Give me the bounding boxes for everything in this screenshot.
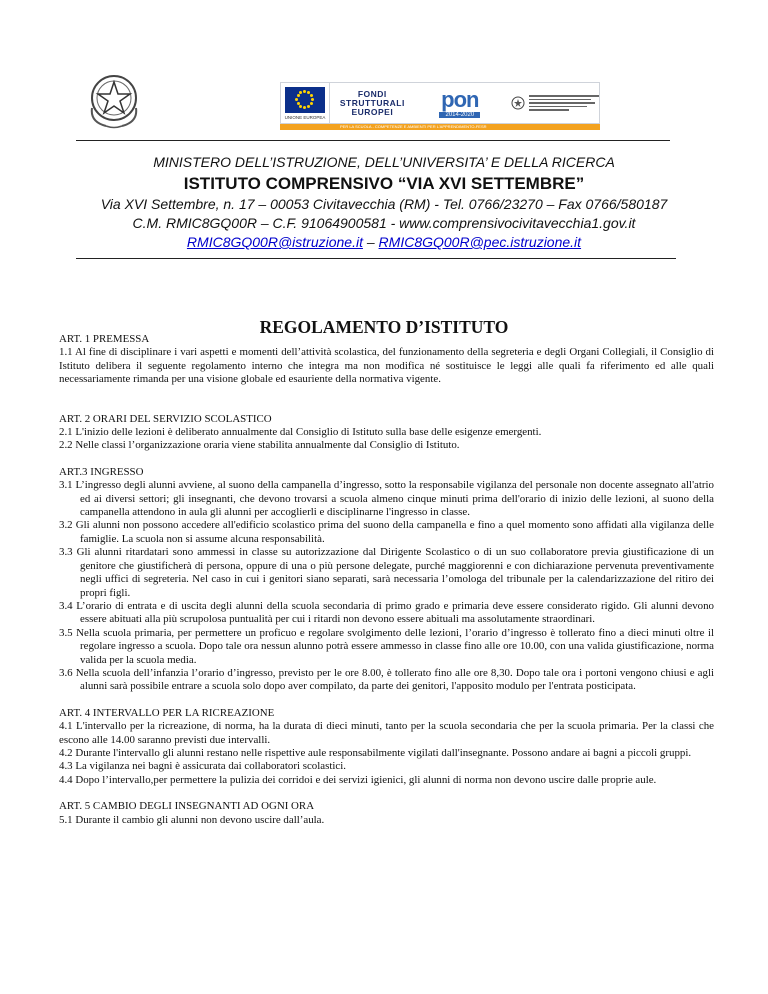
miur-text-lines <box>529 95 599 111</box>
article-3 <box>59 466 714 694</box>
article-5 <box>59 800 714 827</box>
paragraph: 4.2 Durante l'intervallo gli alunni restano nelle rispettive aule responsabilmente vigilati dall'insegnante. Possono andare ai bagni a piccoli gruppi. <box>59 746 692 759</box>
article-heading: ART. 5 CAMBIO DEGLI INSEGNANTI AD OGNI ORA <box>59 800 315 813</box>
school-name: ISTITUTO COMPRENSIVO “VIA XVI SETTEMBRE” <box>183 174 585 193</box>
article-1 <box>59 333 714 387</box>
paragraph: 3.1 L’ingresso degli alunni avviene, al suono della campanella d’ingresso, sotto la responsabile vigilanza del personale non docente assegnato all'atrio ed ai diversi settori; gli insegnanti, che devono trovarsi a scuola almeno cinque minuti prima dell'orario di inizio delle lezioni, al suono della campanella attendono in aula gli alunni per accoglierli e disciplinarne l'ingresso in classe. <box>59 479 714 519</box>
header-rule-bottom <box>76 258 676 259</box>
paragraph: 3.6 Nella scuola dell’infanzia l’orario d’ingresso, previsto per le ore 8.00, è tollerato fino alle ore 8,30. Dopo tale ora i portoni vengono chiusi e agli alunni sarà possibile entrare a scuola solo dopo aver compilato, da parte dei genitori, l'apposito modulo per l'entrata posticipata. <box>59 666 714 693</box>
school-emails <box>0 234 768 250</box>
pon-years: 2014-2020 <box>439 112 480 118</box>
article-2 <box>59 413 714 453</box>
fondi-line: STRUTTURALI <box>339 97 405 108</box>
school-codes: C.M. RMIC8GQ00R – C.F. 91064900581 - www.comprensivocivitavecchia1.gov.it <box>132 215 636 231</box>
banner-strip: PER LA SCUOLA - COMPETENZE E AMBIENTI PER L'APPRENDIMENTO-FESR <box>280 124 600 130</box>
paragraph: 3.2 Gli alunni non possono accedere all'edificio scolastico prima del suono della campanella e fino a quel momento sono affidati alla vigilanza delle famiglie. La scuola non si assume alcuna responsabilità. <box>59 519 714 545</box>
pec-email-link[interactable]: RMIC8GQ00R@pec.istruzione.it <box>378 234 582 250</box>
eu-star-icon <box>297 102 300 105</box>
eu-star-icon <box>310 94 313 97</box>
email-link[interactable]: RMIC8GQ00R@istruzione.it <box>186 234 363 250</box>
paragraph: 5.1 Durante il cambio gli alunni non devono uscire dall’aula. <box>59 813 325 826</box>
paragraph: 2.2 Nelle classi l’organizzazione oraria viene stabilita annualmente dal Consiglio di Istituto. <box>59 439 460 452</box>
eu-star-icon <box>303 106 306 109</box>
eu-star-icon <box>303 90 306 93</box>
article-4 <box>59 707 714 787</box>
eu-star-icon <box>307 105 310 108</box>
fondi-line: EUROPEI <box>351 106 394 117</box>
paragraph: 4.4 Dopo l’intervallo,per permettere la pulizia dei corridoi e dei servizi igienici, gli alunni di norma non devono uscire dalle proprie aule. <box>59 773 657 786</box>
eu-star-icon <box>295 98 298 101</box>
email-separator: – <box>362 234 379 250</box>
pon-word: pon <box>441 86 479 112</box>
eu-star-icon <box>299 105 302 108</box>
school-address: Via XVI Settembre, n. 17 – 00053 Civitavecchia (RM) - Tel. 0766/23270 – Fax 0766/580187 <box>100 196 668 212</box>
eu-star-icon <box>310 102 313 105</box>
article-heading: ART. 1 PREMESSA <box>59 333 150 345</box>
document-body <box>59 333 714 840</box>
italian-republic-emblem-icon <box>84 68 144 130</box>
article-heading: ART. 4 INTERVALLO PER LA RICREAZIONE <box>59 706 275 719</box>
eu-star-icon <box>299 91 302 94</box>
article-heading: ART.3 INGRESSO <box>59 465 144 478</box>
header-rule-top <box>76 140 670 141</box>
paragraph: 4.1 L'intervallo per la ricreazione, di norma, ha la durata di dieci minuti, tanto per la scuola secondaria che per la scuola primaria. Per la classi che escono alle 14.00 saranno previsti due intervalli. <box>59 720 714 746</box>
paragraph: 3.4 L’orario di entrata e di uscita degli alunni della scuola secondaria di primo grado e primaria deve essere considerato rigido. Gli alunni devono essere abituati alla più scrupolosa puntualità per cui i ritardi non devono essere abituali ma assolutamente straordinari. <box>59 599 714 626</box>
pon-logo <box>415 83 505 123</box>
ministry-name: MINISTERO DELL’ISTRUZIONE, DELL’UNIVERSITA’ E DELLA RICERCA <box>153 154 615 170</box>
eu-logo <box>281 83 330 123</box>
fondi-strutturali-logo <box>330 83 415 123</box>
paragraph: 4.3 La vigilanza nei bagni è assicurata dai collaboratori scolastici. <box>59 760 346 773</box>
article-heading: ART. 2 ORARI DEL SERVIZIO SCOLASTICO <box>59 412 272 425</box>
fondi-line: FONDI <box>357 88 387 99</box>
miur-seal-icon <box>511 95 525 111</box>
eu-star-icon <box>311 98 314 101</box>
paragraph: 2.1 L'inizio delle lezioni è deliberato annualmente dal Consiglio di Istituto sulla base delle esigenze emergenti. <box>59 426 542 439</box>
miur-logo <box>505 83 599 123</box>
document-title: REGOLAMENTO D’ISTITUTO <box>259 317 509 337</box>
paragraph: 3.3 Gli alunni ritardatari sono ammessi in classe su autorizzazione dal Dirigente Scolastico o di un suo collaboratore previa giustificazione di un genitore che giustificherà di persona, oppure di una o più persone delegate, purché maggiorenni e con dichiarazione pervenuta preventivamente negli uffici di segreteria. Nel caso in cui i genitori siano separati, sarà necessaria l’omologa del tribunale per la calendarizzazione del ritiro dei propri figli. <box>59 546 714 599</box>
eu-flag-icon <box>285 87 325 113</box>
pon-funding-banner <box>280 82 600 124</box>
eu-star-icon <box>297 94 300 97</box>
paragraph: 3.5 Nella scuola primaria, per permettere un proficuo e regolare svolgimento delle lezioni, l’orario d’ingresso è tollerato fino a dieci minuti oltre il regolare ingresso a scuola. Dopo tale ora nessun alunno potrà essere ammesso in classe fino alle ore 10.00, con una valida giustificazione, norma valida per la scuola media. <box>59 626 714 666</box>
paragraph: 1.1 Al fine di disciplinare i vari aspetti e momenti dell’attività scolastica, del funzionamento della segreteria e degli Organi Collegiali, il Consiglio di Istituto delibera il seguente regolamento interno che integra ma non modifica né sostituisce le leggi alle quali fa riferimento ed alle quali necessariamente rimanda per una visione globale ed esauriente della normativa vigente. <box>59 346 714 386</box>
eu-caption: UNIONE EUROPEA <box>284 114 326 120</box>
